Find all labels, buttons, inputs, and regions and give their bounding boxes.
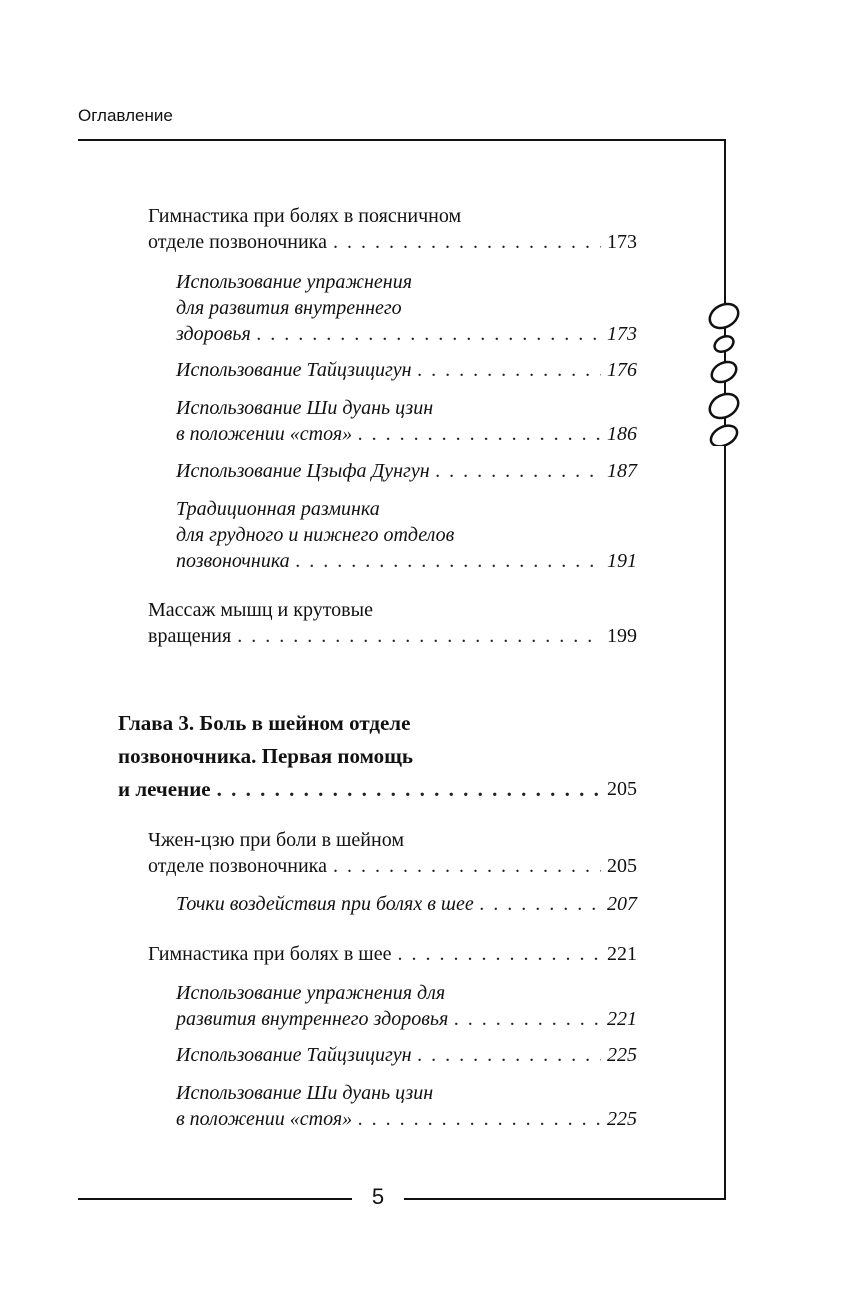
toc-entry-line: позвоночника xyxy=(176,550,290,572)
toc-page-number: 221 xyxy=(607,1008,637,1030)
leader-dots xyxy=(333,229,601,255)
toc-page-number: 225 xyxy=(607,1044,637,1066)
leader-dots xyxy=(217,773,601,806)
leader-dots xyxy=(397,941,601,967)
toc-entry-line: Использование Цзыфа Дунгун xyxy=(176,460,430,482)
running-header: Оглавление xyxy=(78,106,173,125)
frame-top-rule xyxy=(78,139,726,141)
toc-entry-line: Чжен-цзю при боли в шейном xyxy=(148,829,404,851)
toc-entry-line: Использование Ши дуань цзин xyxy=(176,1082,434,1104)
toc-entry-line: позвоночника. Первая помощь xyxy=(118,744,413,768)
toc-page-number: 176 xyxy=(607,359,637,381)
toc-chapter-entry xyxy=(118,707,637,806)
toc-entry-line: Использование Тайцзицигун xyxy=(176,359,412,381)
leader-dots xyxy=(480,891,601,917)
toc-entry-line: Гимнастика при болях в поясничном xyxy=(148,205,462,227)
leader-dots xyxy=(454,1006,601,1032)
toc-page-number: 173 xyxy=(607,231,637,253)
toc-page-number: 186 xyxy=(607,423,637,445)
toc-entry xyxy=(176,496,637,574)
toc-entry-line: отделе позвоночника xyxy=(148,855,327,877)
toc-entry-line: Использование Тайцзицигун xyxy=(176,1044,412,1066)
toc-entry-line: для развития внутреннего xyxy=(176,297,402,319)
toc-entry-line: Традиционная разминка xyxy=(176,498,380,520)
toc-page-number: 225 xyxy=(607,1108,637,1130)
toc-entry-line: развития внутреннего здоровья xyxy=(176,1008,449,1030)
toc-entry xyxy=(176,1042,637,1068)
toc-entry-line: Глава 3. Боль в шейном отделе xyxy=(118,711,411,735)
toc-page-number: 205 xyxy=(607,778,637,800)
toc-entry-line: Точки воздействия при болях в шее xyxy=(176,893,474,915)
toc-page-number: 173 xyxy=(607,323,637,345)
toc-entry-line: Массаж мышц и крутовые xyxy=(148,599,373,621)
page-number: 5 xyxy=(371,1184,385,1209)
toc-entry-line: Использование упражнения для xyxy=(176,982,446,1004)
leader-dots xyxy=(296,548,601,574)
toc-page-number: 205 xyxy=(607,855,637,877)
toc-entry xyxy=(176,1080,637,1132)
chain-ornament-icon xyxy=(700,296,748,446)
frame-bottom-rule-right xyxy=(404,1198,726,1200)
leader-dots xyxy=(358,1106,601,1132)
leader-dots xyxy=(418,357,601,383)
toc-page-number: 199 xyxy=(607,625,637,647)
toc-entry xyxy=(148,941,637,967)
toc-entry xyxy=(148,203,637,255)
toc-entry xyxy=(176,458,637,484)
toc-entry xyxy=(176,891,637,917)
toc-page-number: 207 xyxy=(607,893,637,915)
toc-entry xyxy=(148,827,637,879)
leader-dots xyxy=(257,321,601,347)
toc-entry-line: в положении «стоя» xyxy=(176,423,353,445)
toc-entry xyxy=(176,269,637,347)
toc-page-number: 191 xyxy=(607,550,637,572)
toc-entry xyxy=(176,980,637,1032)
leader-dots xyxy=(436,458,601,484)
toc-entry xyxy=(148,597,637,649)
toc-entry xyxy=(176,357,637,383)
toc-entry-line: в положении «стоя» xyxy=(176,1108,353,1130)
toc-entry xyxy=(176,395,637,447)
toc-entry-line: Гимнастика при болях в шее xyxy=(148,943,392,965)
toc-entry-line: отделе позвоночника xyxy=(148,231,327,253)
leader-dots xyxy=(237,623,601,649)
leader-dots xyxy=(358,421,601,447)
leader-dots xyxy=(333,853,601,879)
leader-dots xyxy=(418,1042,601,1068)
frame-bottom-rule-left xyxy=(78,1198,352,1200)
toc-page-number: 221 xyxy=(607,943,637,965)
toc-entry-line: Использование упражнения xyxy=(176,271,413,293)
toc-entry-line: вращения xyxy=(148,625,232,647)
toc-entry-line: для грудного и нижнего отделов xyxy=(176,524,455,546)
toc-page-number: 187 xyxy=(607,460,637,482)
toc-entry-line: Использование Ши дуань цзин xyxy=(176,397,434,419)
toc-entry-line: и лечение xyxy=(118,777,211,801)
toc-entry-line: здоровья xyxy=(176,323,251,345)
